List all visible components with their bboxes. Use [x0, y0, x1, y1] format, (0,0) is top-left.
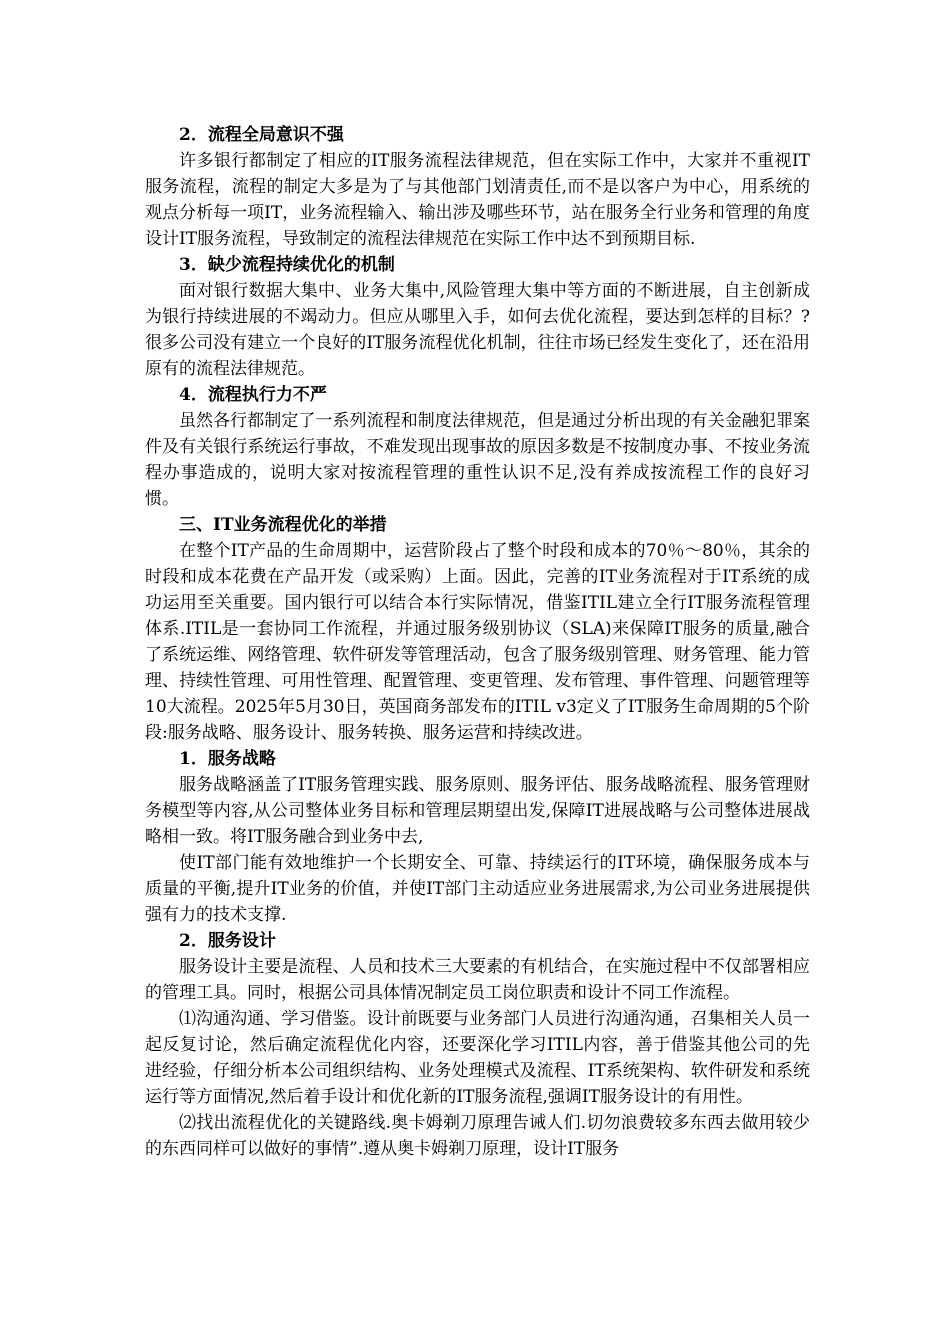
chapter-heading: 三、IT业务流程优化的举措 — [179, 515, 387, 535]
body-paragraph: 使IT部门能有效地维护一个长期安全、可靠、持续运行的IT环境，确保服务成本与质量的平衡,提升IT业务的价值，并使IT部门主动适应业务进展需求,为公司业务进展提供强有力的技术支撑. — [145, 853, 810, 925]
document-page — [145, 122, 810, 1162]
section-heading: 4．流程执行力不严 — [179, 385, 327, 405]
body-paragraph: 服务设计主要是流程、人员和技术三大要素的有机结合，在实施过程中不仅部署相应的管理工具。同时，根据公司具体情况制定员工岗位职责和设计不同工作流程。 — [145, 957, 810, 1003]
body-paragraph: 服务战略涵盖了IT服务管理实践、服务原则、服务评估、服务战略流程、服务管理财务模型等内容,从公司整体业务目标和管理层期望出发,保障IT进展战略与公司整体进展战略相一致。将IT服务融合到业务中去, — [145, 775, 810, 847]
body-paragraph: 虽然各行都制定了一系列流程和制度法律规范，但是通过分析出现的有关金融犯罪案件及有关银行系统运行事故，不难发现出现事故的原因多数是不按制度办事、不按业务流程办事造成的，说明大家对按流程管理的重性认识不足,没有养成按流程工作的良好习惯。 — [145, 411, 810, 509]
body-paragraph: 在整个IT产品的生命周期中，运营阶段占了整个时段和成本的70％～80％，其余的时段和成本花费在产品开发（或采购）上面。因此，完善的IT业务流程对于IT系统的成功运用至关重要。国内银行可以结合本行实际情况，借鉴ITIL建立全行IT服务流程管理体系.ITIL是一套协同工作流程，并通过服务级别协议（SLA)来保障IT服务的质量,融合了系统运维、网络管理、软件研发等管理活动，包含了服务级别管理、财务管理、能力管理、持续性管理、可用性管理、配置管理、变更管理、发布管理、事件管理、问题管理等10大流程。2025年5月30日，英国商务部发布的ITIL v3定义了IT服务生命周期的5个阶段:服务战略、服务设计、服务转换、服务运营和持续改进。 — [145, 541, 810, 743]
section-heading: 2．流程全局意识不强 — [179, 125, 344, 145]
body-paragraph: ⑴沟通沟通、学习借鉴。设计前既要与业务部门人员进行沟通沟通，召集相关人员一起反复讨论，然后确定流程优化内容，还要深化学习ITIL内容，善于借鉴其他公司的先进经验，仔细分析本公司组织结构、业务处理模式及流程、IT系统架构、软件研发和系统运行等方面情况,然后着手设计和优化新的IT服务流程,强调IT服务设计的有用性。 — [145, 1009, 810, 1107]
body-paragraph: ⑵找出流程优化的关键路线.奥卡姆剃刀原理告诫人们.切勿浪费较多东西去做用较少的东西同样可以做好的事情”.遵从奥卡姆剃刀原理，设计IT服务 — [145, 1113, 810, 1159]
section-heading: 3．缺少流程持续优化的机制 — [179, 255, 395, 275]
section-heading: 1．服务战略 — [179, 749, 276, 769]
body-paragraph: 许多银行都制定了相应的IT服务流程法律规范，但在实际工作中，大家并不重视IT服务流程，流程的制定大多是为了与其他部门划清责任,而不是以客户为中心，用系统的观点分析每一项IT，业务流程输入、输出涉及哪些环节，站在服务全行业务和管理的角度设计IT服务流程，导致制定的流程法律规范在实际工作中达不到预期目标. — [145, 151, 810, 249]
section-heading: 2．服务设计 — [179, 931, 276, 951]
body-paragraph: 面对银行数据大集中、业务大集中,风险管理大集中等方面的不断进展，自主创新成为银行持续进展的不竭动力。但应从哪里入手，如何去优化流程，要达到怎样的目标？?很多公司没有建立一个良好的IT服务流程优化机制，往往市场已经发生变化了，还在沿用原有的流程法律规范。 — [145, 281, 810, 379]
